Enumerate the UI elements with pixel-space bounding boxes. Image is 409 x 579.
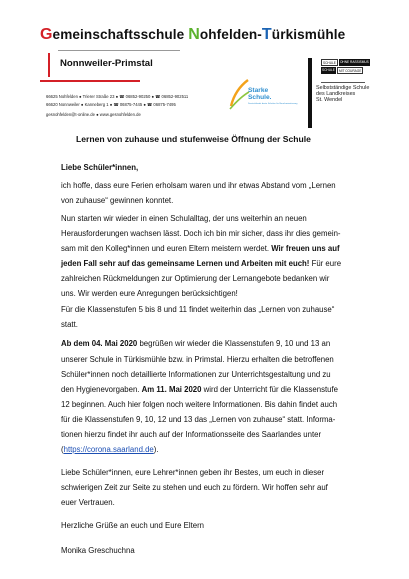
p4-line-5: 12 beginnen. Auch hier folgen noch weitere Informationen. Bis dahin findet auch	[61, 400, 338, 409]
p1-line-1: ich hoffe, dass eure Ferien erholsam waren und ihr etwas Abstand vom „Lernen	[61, 181, 336, 190]
badge-schule-1: SCHULE	[323, 60, 336, 65]
closing: Herzliche Grüße an euch und Eure Eltern	[61, 521, 205, 530]
logo-tagline: Deutschlands beste Schulen für Berufsorientierung	[248, 103, 298, 105]
p4-line-7: tionen hierzu findet ihr auch auf der Informationsseite des Saarlandes unter	[61, 430, 322, 439]
badge-schule-2: SCHULE	[321, 67, 336, 74]
p4-date-1: Ab dem 04. Mai 2020	[61, 339, 138, 348]
p2-line-3	[61, 244, 340, 253]
p2-line-5: zahlreichen Rückmeldungen zur Optimierung der Lernangebote bedanken wir	[61, 274, 330, 283]
address-line-contact: gesnohfelden@t-online.de ● www.gesnohfelden.de	[46, 112, 141, 117]
black-vertical-bar	[308, 58, 312, 128]
badge-ohne-rassismus: OHNE RASSISMUS	[339, 59, 370, 66]
p5-line-2: schwierigen Zeit zur Seite zu stehen und euch zu fördern. Wir hoffen sehr auf	[61, 483, 328, 492]
school-info-line-1: Selbstständige Schule	[316, 85, 370, 91]
signature: Monika Greschuchna	[61, 546, 135, 555]
badge-schule-ohne-rassismus	[321, 59, 373, 75]
link-open-paren: (	[61, 445, 64, 454]
starke-schule-logo	[228, 76, 298, 116]
link-close-paren: ).	[153, 445, 159, 454]
p4-line-6: für die Klassenstufen 9, 10, 12 und 13 das „Lernen von zuhause“ statt. Informa-	[61, 415, 336, 424]
title-part-2: ohfelden-	[199, 27, 262, 42]
p2-line-2: Herausforderungen wachsen lässt. Doch ich bin mir sicher, dass ihr dies gemein-	[61, 229, 341, 238]
school-info-line-3: St. Wendel	[316, 96, 343, 103]
logo-swirl-icon	[228, 76, 250, 110]
red-horizontal-accent	[40, 80, 140, 82]
logo-text-schule: Schule.	[248, 94, 272, 101]
badge-divider	[321, 82, 365, 83]
school-title	[40, 26, 380, 44]
p4-line-3: Schüler*innen noch detaillierte Informationen zur Unterrichtsgestaltung und zu	[61, 370, 331, 379]
p4-line-4	[61, 385, 338, 394]
p1-line-2: von zuhause“ gewinnen konntet.	[61, 196, 174, 205]
p4-line-4-after: wird der Unterricht für die Klassenstufe	[201, 385, 338, 394]
p4-line-4-before: den Hygienevorgaben.	[61, 385, 142, 394]
p2-line-4	[61, 259, 341, 268]
red-vertical-accent	[48, 53, 50, 77]
header-divider	[58, 50, 180, 51]
p4-line-8	[61, 445, 159, 454]
p2-bold-2: jeden Fall sehr auf das gemeinsame Lernen und Arbeiten mit euch!	[61, 259, 310, 268]
p2-line-1: Nun starten wir wieder in einen Schulalltag, der uns weiterhin an neuen	[61, 214, 307, 223]
p4-line-2: unserer Schule in Türkismühle bzw. in Primstal. Hierzu erhalten die betroffenen	[61, 355, 334, 364]
title-part-1: emeinschaftsschule	[52, 27, 189, 42]
logo-text-starke: Starke	[248, 87, 269, 94]
p2-after-bold: Für eure	[309, 259, 342, 268]
p4-date-2: Am 11. Mai 2020	[141, 385, 202, 394]
address-line-nohfelden: 66625 Nohfelden ● Trierer Straße 23 ● ☎ 06852-90250 ● ☎ 06852-902511	[46, 94, 189, 99]
p3-line-2: statt.	[61, 320, 78, 329]
p2-line-6: uns. Wir werden eure Anregungen berücksichtigen!	[61, 289, 238, 298]
p5-line-3: euer Vertrauen.	[61, 498, 115, 507]
p5-line-1: Liebe Schüler*innen, eure Lehrer*innen geben ihr Bestes, um euch in dieser	[61, 468, 325, 477]
p2-bold-1: Wir freuen uns auf	[271, 244, 340, 253]
school-info	[316, 86, 369, 103]
title-letter-g: G	[40, 26, 53, 43]
letter-headline: Lernen von zuhause und stufenweise Öffnung der Schule	[76, 134, 311, 144]
title-letter-n: N	[188, 26, 200, 43]
address-line-nonnweiler: 66620 Nonnweiler ● Kanneberg 1 ● ☎ 06875-7445 ● ☎ 06875-7495	[46, 102, 176, 107]
school-info-line-2: des Landkreises	[316, 90, 356, 97]
p2-line-3-text: sam mit den Kolleg*innen und euren Eltern meistern werdet.	[61, 244, 272, 253]
title-letter-t: T	[261, 26, 272, 43]
school-subtitle: Nonnweiler-Primstal	[60, 58, 153, 69]
p4-line-1	[61, 339, 330, 348]
corona-saarland-link[interactable]: https://corona.saarland.de	[63, 445, 154, 454]
letter-greeting: Liebe Schüler*innen,	[61, 163, 139, 172]
title-part-3: ürkismühle	[271, 27, 346, 42]
p4-line-1-text: begrüßen wir wieder die Klassenstufen 9, 10 und 13 an	[137, 339, 331, 348]
badge-mit-courage: MIT COURAGE	[338, 68, 362, 73]
p3-line-1: Für die Klassenstufen 5 bis 8 und 11 findet weiterhin das „Lernen von zuhause“	[61, 305, 335, 314]
